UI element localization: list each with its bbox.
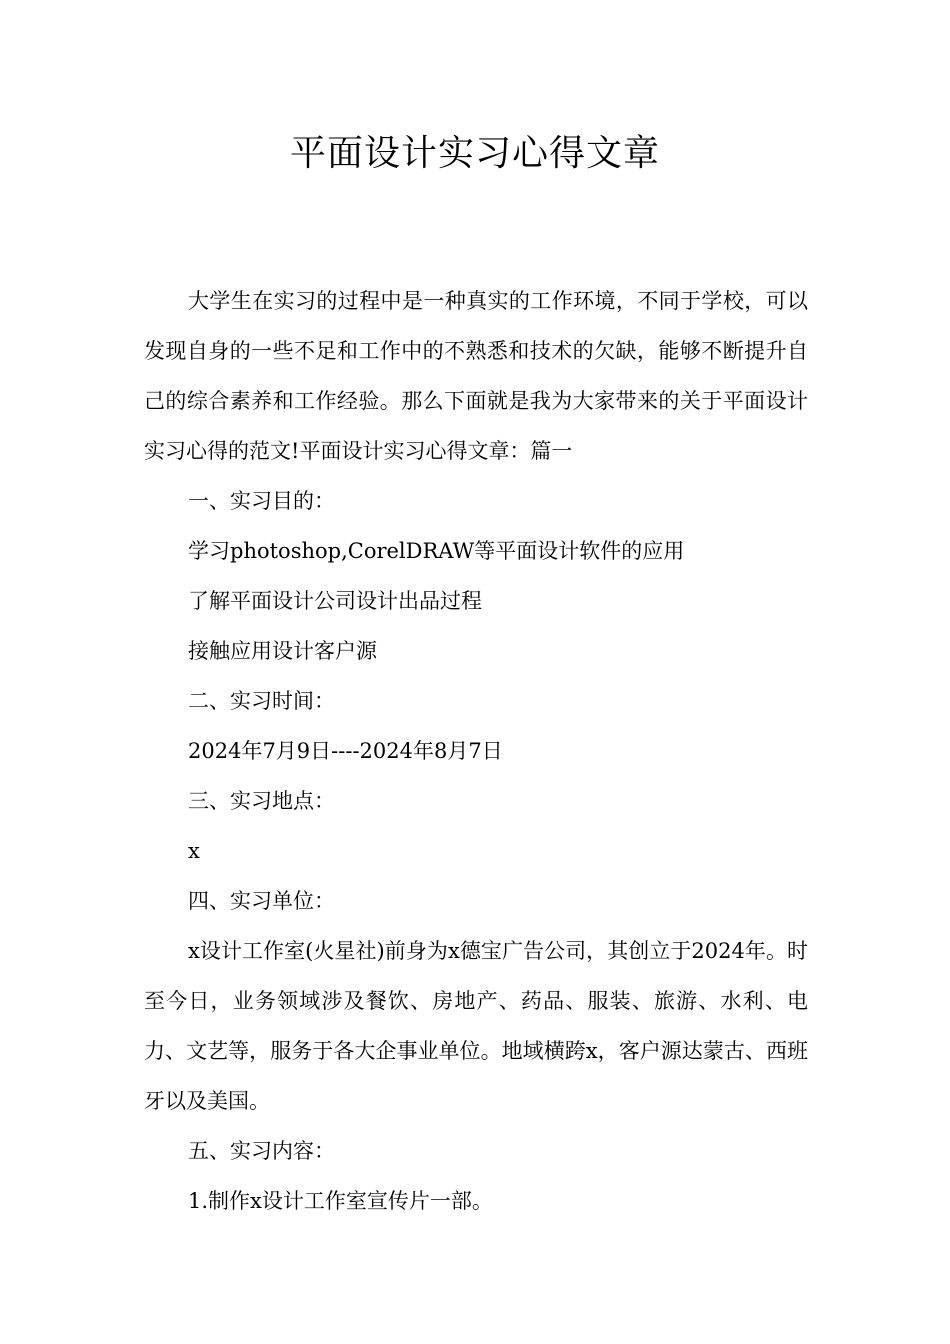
purpose-item-process: 了解平面设计公司设计出品过程 bbox=[188, 589, 482, 613]
section-heading-employer: 四、实习单位： bbox=[188, 889, 335, 913]
document-body bbox=[144, 276, 808, 1226]
internship-location: x bbox=[188, 839, 200, 863]
internship-dates: 2024年7月9日----2024年8月7日 bbox=[188, 739, 503, 763]
purpose-item-clients: 接触应用设计客户源 bbox=[188, 639, 377, 663]
intro-paragraph: 大学生在实习的过程中是一种真实的工作环境，不同于学校，可以发现自身的一些不足和工作中的不熟悉和技术的欠缺，能够不断提升自己的综合素养和工作经验。那么下面就是我为大家带来的关于平面设计实习心得的范文!平面设计实习心得文章：篇一 bbox=[144, 289, 808, 463]
section-heading-location: 三、实习地点： bbox=[188, 789, 335, 813]
section-heading-time: 二、实习时间： bbox=[188, 689, 335, 713]
employer-description: x设计工作室(火星社)前身为x德宝广告公司，其创立于2024年。时至今日，业务领域涉及餐饮、房地产、药品、服装、旅游、水利、电力、文艺等，服务于各大企事业单位。地域横跨x，客户源达蒙古、西班牙以及美国。 bbox=[144, 939, 808, 1113]
section-heading-content: 五、实习内容： bbox=[188, 1139, 335, 1163]
document-title: 平面设计实习心得文章 bbox=[289, 133, 660, 174]
purpose-item-software: 学习photoshop,CorelDRAW等平面设计软件的应用 bbox=[188, 539, 685, 563]
section-heading-purpose: 一、实习目的： bbox=[188, 489, 335, 513]
content-item-1: 1.制作x设计工作室宣传片一部。 bbox=[188, 1189, 493, 1213]
